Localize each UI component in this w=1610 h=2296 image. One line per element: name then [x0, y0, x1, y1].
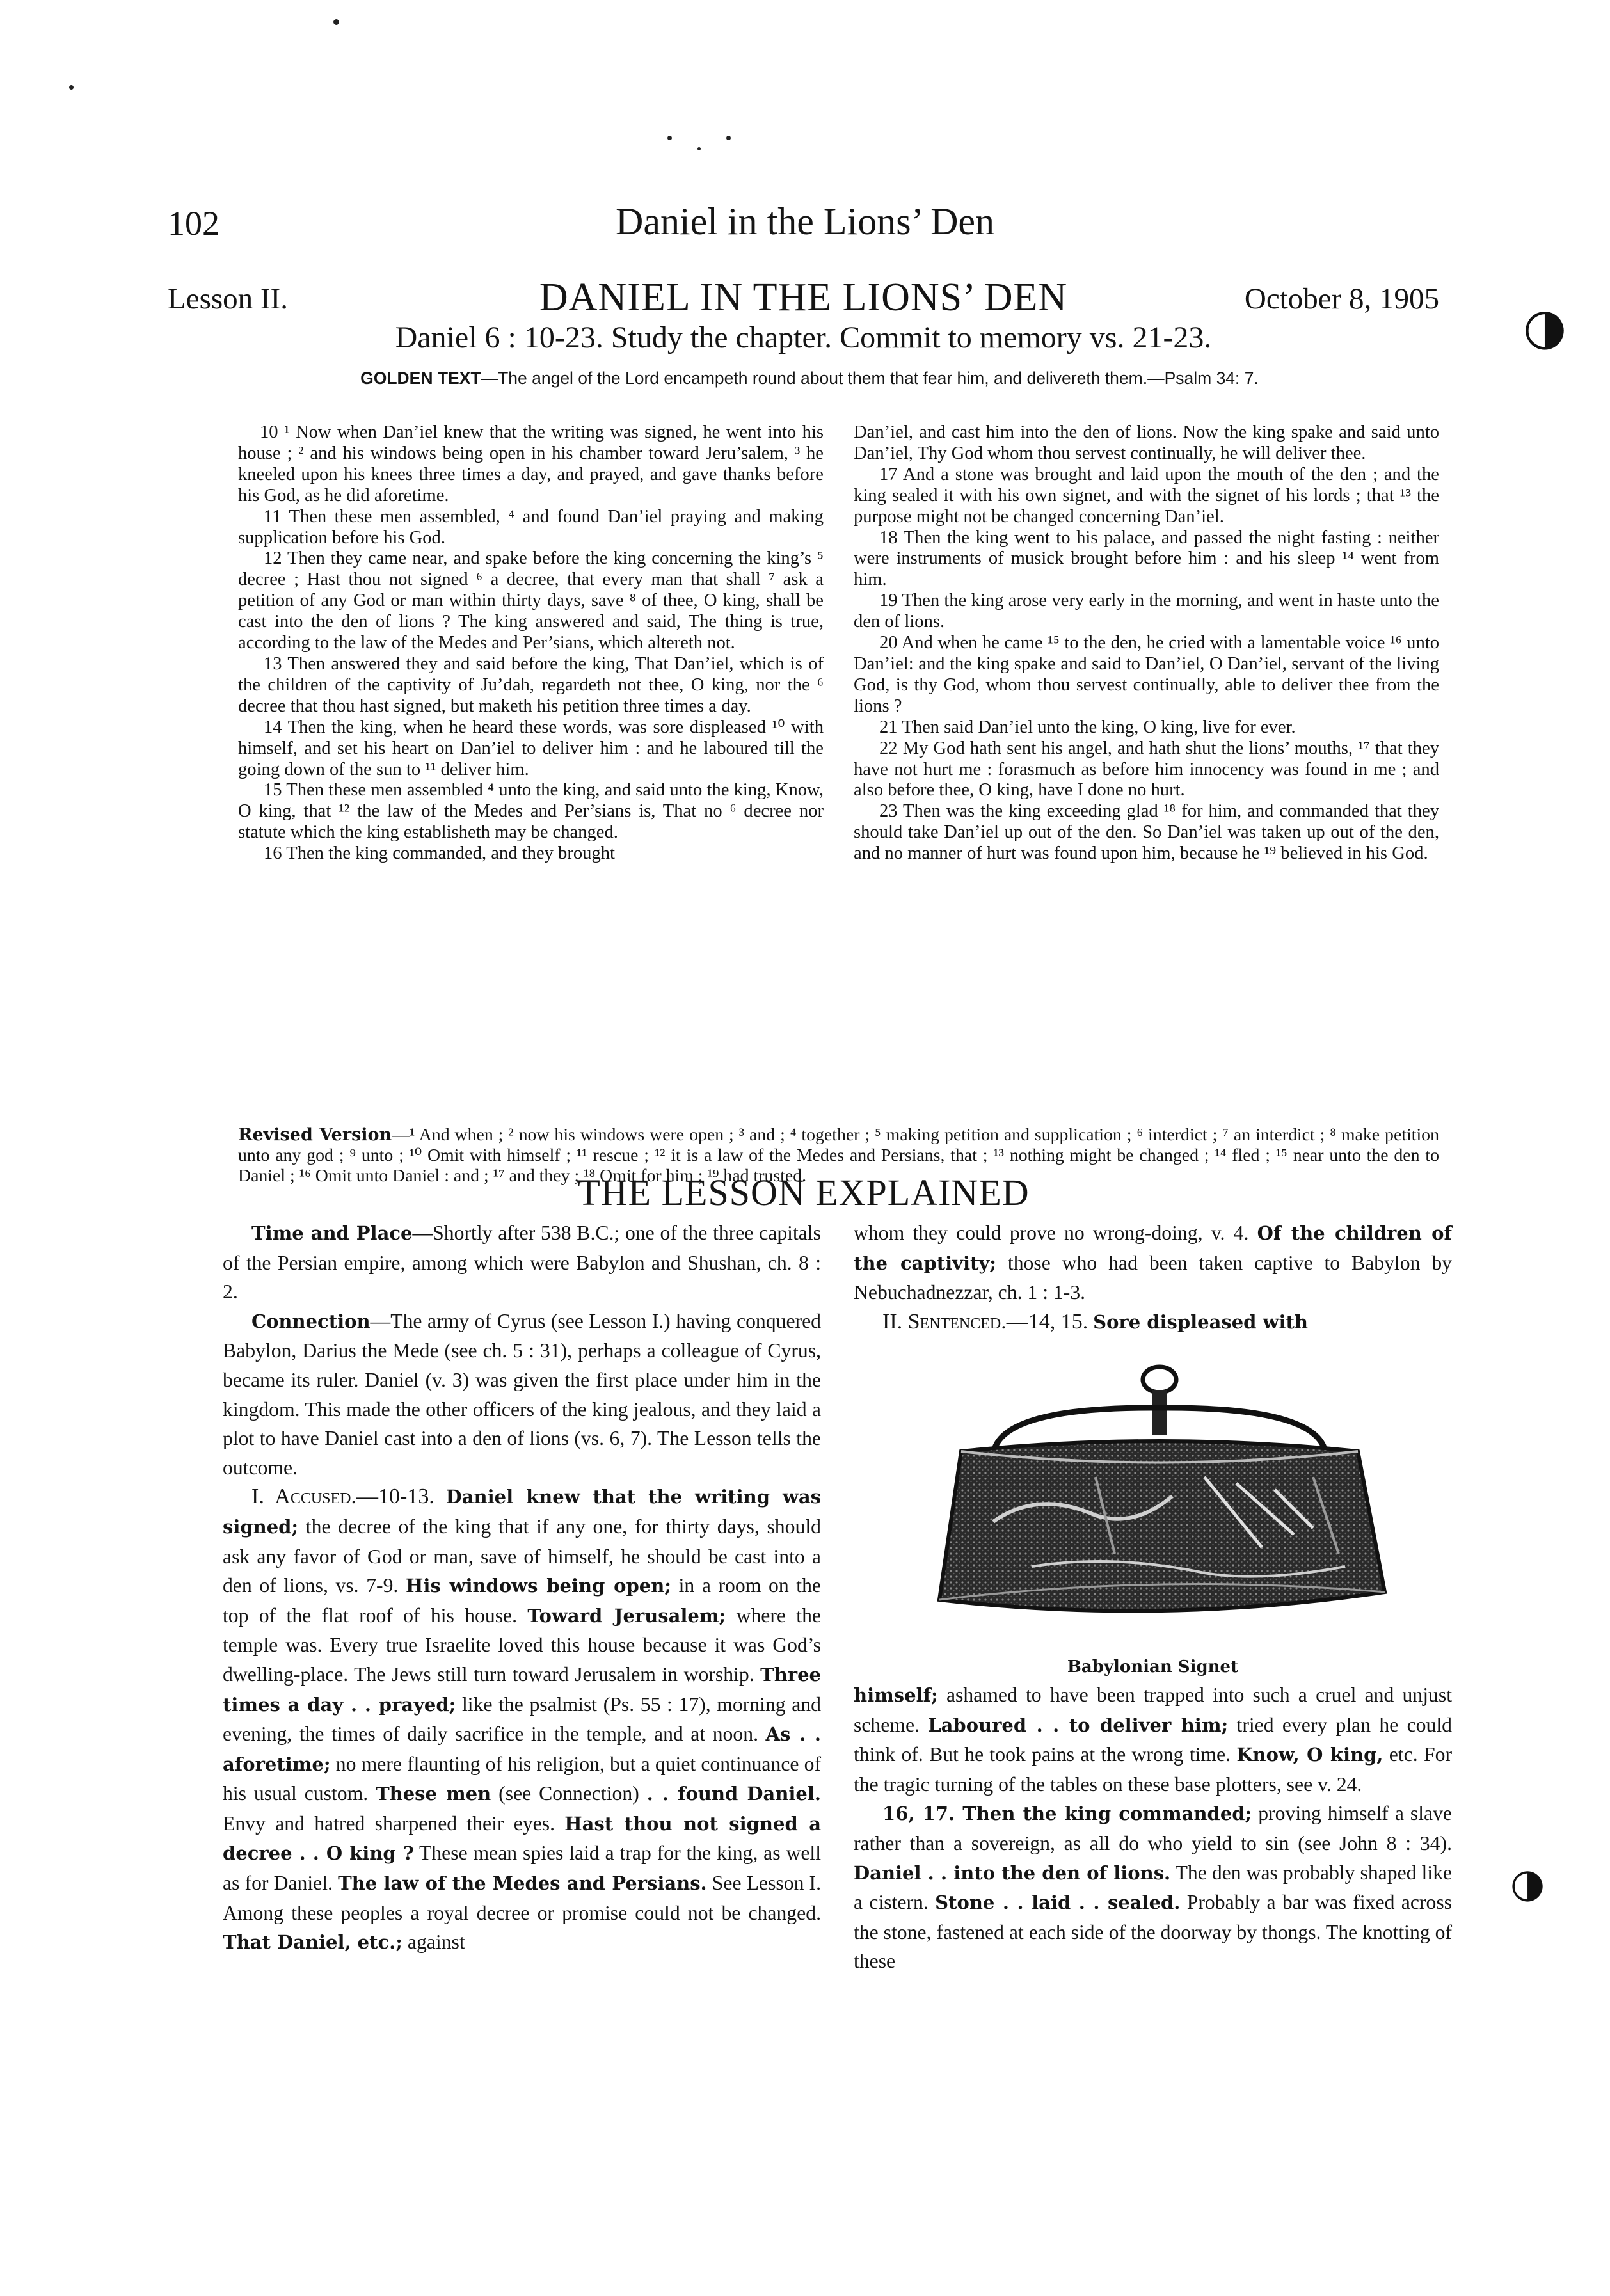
binding-hole-mark-bottom: ◑: [1510, 1860, 1545, 1906]
babylonian-signet-illustration: [904, 1362, 1409, 1643]
subsection-heading: I. Accused.—10-13.: [251, 1485, 434, 1509]
lesson-title: DANIEL IN THE LIONS’ DEN: [539, 276, 1068, 319]
verse-paragraph: 23 Then was the king exceeding glad ¹⁸ for him, and commanded that they should take Dan’iel up out of the den. So Dan’iel was taken up out of the den, and no manner of hurt was found upon him, because he ¹⁹ believed in his God.: [854, 801, 1439, 864]
commentary-paragraph: Connection—The army of Cyrus (see Lesson I.) having conquered Babylon, Darius the Mede (see ch. 5 : 31), perhaps a colleague of Cyrus, became its ruler. Daniel (v. 3) was given the first place under him in the kingdom. This made the other officers of the king jealous, and they laid a plot to have Daniel cast into a den of lions (vs. 6, 7). The Lesson tells the outcome.: [223, 1309, 821, 1479]
commentary-paragraph: Time and Place—Shortly after 538 B.C.; one of the three capitals of the Persian empire, among which were Babylon and Shushan, ch. 8 : 2.: [223, 1222, 821, 1303]
golden-text: [333, 369, 1286, 388]
time-place-label: Time and Place: [251, 1222, 413, 1244]
commentary-paragraph: 16, 17. Then the king commanded; proving himself a slave rather than a sovereign, as all do who yield to sin (see John 8 : 34). Daniel . . into the den of lions. The den was probably shaped like a cistern. Stone . . laid . . sealed. Probably a bar was fixed across the stone, fastened at each side of the doorway by thongs. The knotting of these: [854, 1802, 1452, 1973]
scan-speck: [333, 19, 339, 25]
page-number: 102: [168, 204, 219, 243]
commentary-paragraph: I. Accused.—10-13. Daniel knew that the writing was signed; the decree of the king that if any one, for thirty days, should ask any favor of God or man, save of himself, he should be cast into a den of lions, vs. 7-9. His windows being open; in a room on the top of the flat roof of his house. Toward Jerusalem; where the temple was. Every true Israelite loved this house because it was God’s dwelling-place. The Jews still turn toward Jerusalem in worship. Three times a day . . prayed; like the psalmist (Ps. 55 : 17), morning and evening, the times of daily sacrifice in the temple, and at noon. As . . aforetime; no mere flaunting of his religion, but a quiet continuance of his usual custom. These men (see Connection) . . found Daniel. Envy and hatred sharpened their eyes. Hast thou not signed a decree . . O king ? These mean spies laid a trap for the king, as well as for Daniel. The law of the Medes and Persians. See Lesson I. Among these peoples a royal decree or promise could not be changed. That Daniel, etc.; against: [223, 1485, 822, 1954]
verse-paragraph: 17 And a stone was brought and laid upon the mouth of the den ; and the king sealed it with his own signet, and with the signet of his lords ; that ¹³ the purpose might not be changed concerning Dan’iel.: [854, 464, 1439, 527]
verse-paragraph: 19 Then the king arose very early in the morning, and went in haste unto the den of lions.: [854, 591, 1439, 632]
scripture-column-left: [238, 422, 824, 865]
golden-text-body: —The angel of the Lord encampeth round about them that fear him, and delivereth them.—Psalm 34: 7.: [481, 369, 1259, 388]
revised-version-label: Revised Version: [238, 1125, 392, 1145]
lesson-date: October 8, 1905: [1244, 282, 1439, 315]
lesson-number: Lesson II.: [168, 282, 288, 315]
scripture-column-right: [854, 422, 1439, 865]
commentary-column-right-bottom: [854, 1680, 1452, 1976]
commentary-paragraph: II. Sentenced.—14, 15. Sore displeased with: [882, 1309, 1309, 1334]
running-title: Daniel in the Lions’ Den: [616, 200, 995, 243]
section-heading: THE LESSON EXPLAINED: [577, 1172, 1030, 1213]
commentary-column-right-top: [854, 1218, 1452, 1337]
commentary-paragraph: whom they could prove no wrong-doing, v. 4. Of the children of the captivity; those who had been taken captive to Babylon by Nebuchadnezzar, ch. 1 : 1-3.: [854, 1222, 1453, 1304]
verse-paragraph: 12 Then they came near, and spake before the king concerning the king’s ⁵ decree ; Hast thou not signed ⁶ a decree, that every man that shall ⁷ ask a petition of any God or man within thirty days, save ⁸ of thee, O king, shall be cast into the den of lions ? The king answered and said, The thing is true, according to the law of the Medes and Per’sians, which altereth not.: [238, 548, 824, 653]
verse-paragraph: 14 Then the king, when he heard these words, was sore displeased ¹⁰ with himself, and set his heart on Dan’iel to deliver him : and he laboured till the going down of the sun to ¹¹ deliver him.: [238, 717, 824, 779]
verse-paragraph: 10 ¹ Now when Dan’iel knew that the writing was signed, he went into his house ; ² and his windows being open in his chamber toward Jeru’salem, ³ he kneeled upon his knees three times a day, and prayed, and gave thanks before his God, as he did aforetime.: [238, 422, 824, 506]
verse-paragraph: Dan’iel, and cast him into the den of lions. Now the king spake and said unto Dan’iel, Thy God whom thou servest continually, he will deliver thee.: [854, 422, 1439, 463]
revised-version-text: —¹ And when ; ² now his windows were open ; ³ and ; ⁴ together ; ⁵ making petition and supplication ; ⁶ interdict ; ⁷ an interdict ; ⁸ make petition unto any god ; ⁹ unto ; ¹⁰ Omit with himself ; ¹¹ rescue ; ¹² it is a law of the Medes and Persians, that ; ¹³ nothing might be changed ; ¹⁴ fled ; ¹⁵ near unto the den to Daniel ; ¹⁶ Omit unto Daniel : and ; ¹⁷ and they ; ¹⁸ Omit for him ; ¹⁹ had trusted.: [238, 1125, 1439, 1186]
figure-caption: Babylonian Signet: [1067, 1657, 1239, 1677]
verse-paragraph: 13 Then answered they and said before the king, That Dan’iel, which is of the children of the captivity of Ju’dah, regardeth not thee, O king, nor the ⁶ decree that thou hast signed, but maketh his petition three times a day.: [238, 653, 824, 716]
verse-paragraph: 16 Then the king commanded, and they brought: [264, 843, 615, 864]
scripture-reference: Daniel 6 : 10-23. Study the chapter. Commit to memory vs. 21-23.: [395, 321, 1212, 355]
verse-paragraph: 20 And when he came ¹⁵ to the den, he cried with a lamentable voice ¹⁶ unto Dan’iel: and the king spake and said to Dan’iel, O Dan’iel, servant of the living God, is thy God, whom thou servest continually, able to deliver thee from the lions ?: [854, 633, 1439, 716]
verse-paragraph: 22 My God hath sent his angel, and hath shut the lions’ mouths, ¹⁷ that they have not hurt me : forasmuch as before him innocency was found in me ; and also before thee, O king, have I done no hurt.: [854, 738, 1439, 801]
verse-paragraph: 21 Then said Dan’iel unto the king, O king, live for ever.: [879, 717, 1296, 737]
commentary-column-left: [223, 1218, 821, 1957]
subsection-heading: II. Sentenced.—14, 15.: [882, 1309, 1088, 1334]
scan-speck: [667, 136, 672, 140]
connection-label: Connection: [251, 1310, 371, 1332]
verse-paragraph: 18 Then the king went to his palace, and passed the night fasting : neither were instruments of musick brought before him : and his sleep ¹⁴ went from him.: [854, 527, 1439, 590]
golden-text-label: GOLDEN TEXT: [360, 369, 481, 388]
scan-speck: [726, 136, 731, 140]
scan-speck: [69, 85, 74, 90]
verse-paragraph: 15 Then these men assembled ⁴ unto the king, and said unto the king, Know, O king, that ¹² the law of the Medes and Per’sians is, That no ⁶ decree nor statute which the king establisheth may be changed.: [238, 780, 824, 843]
binding-hole-mark-top: ◑: [1523, 298, 1567, 356]
commentary-paragraph: himself; ashamed to have been trapped into such a cruel and unjust scheme. Laboured . . to deliver him; tried every plan he could think of. But he took pains at the wrong time. Know, O king, etc. For the tragic turning of the tables on these base plotters, see v. 24.: [854, 1684, 1452, 1796]
verse-paragraph: 11 Then these men assembled, ⁴ and found Dan’iel praying and making supplication before his God.: [238, 506, 824, 548]
scan-speck: [697, 147, 701, 150]
